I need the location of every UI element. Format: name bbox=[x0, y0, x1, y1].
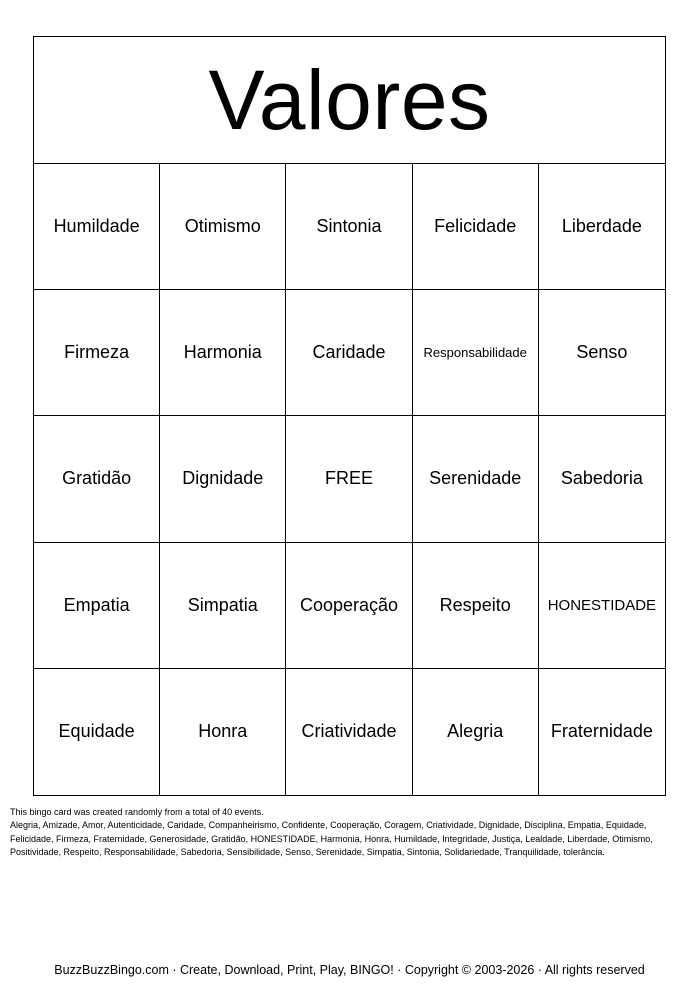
bingo-cell: Gratidão bbox=[34, 416, 160, 542]
bingo-cell: Equidade bbox=[34, 669, 160, 795]
bingo-cell: Firmeza bbox=[34, 290, 160, 416]
site-footer: BuzzBuzzBingo.com · Create, Download, Print, Play, BINGO! · Copyright © 2003-2026 · All rights reserved bbox=[54, 963, 645, 977]
bingo-cell: Respeito bbox=[413, 543, 539, 669]
bingo-cell: Fraternidade bbox=[550, 721, 653, 742]
card-title: Valores bbox=[208, 53, 491, 147]
bingo-grid bbox=[34, 164, 665, 795]
notes-event-list: Alegria, Amizade, Amor, Autenticidade, Caridade, Companheirismo, Confidente, Cooperação, Coragem, Criatividade, Dignidade, Disciplina, Empatia, Equidade, Felicidade, Firmeza, Fraternidade, Generosidade, Gratidão, HONESTIDADE, Harmonia, Honra, Humildade, Integridade, Justiça, Lealdade, Liberdade, Otimismo, Positividade, Respeito, Responsabilidade, Sabedoria, Sensibilidade, Senso, Serenidade, Simpatia, Sintonia, Solidariedade, Tranquilidade, tolerância. bbox=[10, 820, 653, 858]
bingo-cell: Caridade bbox=[286, 290, 412, 416]
bingo-cell: Serenidade bbox=[413, 416, 539, 542]
bingo-cell: Humildade bbox=[34, 164, 160, 290]
bingo-cell: Responsabilidade bbox=[413, 290, 539, 416]
bingo-cell: Alegria bbox=[413, 669, 539, 795]
bingo-cell: Harmonia bbox=[160, 290, 286, 416]
bingo-cell: Dignidade bbox=[160, 416, 286, 542]
bingo-cell: Senso bbox=[539, 290, 665, 416]
bingo-cell: Simpatia bbox=[160, 543, 286, 669]
bingo-cell: Sabedoria bbox=[539, 416, 665, 542]
notes-summary: This bingo card was created randomly from a total of 40 events. bbox=[10, 807, 264, 817]
bingo-cell: Felicidade bbox=[413, 164, 539, 290]
bingo-cell: Empatia bbox=[34, 543, 160, 669]
bingo-card bbox=[33, 36, 666, 796]
card-notes bbox=[10, 806, 692, 860]
bingo-cell: Liberdade bbox=[539, 164, 665, 290]
bingo-cell: Honra bbox=[160, 669, 286, 795]
bingo-cell: Sintonia bbox=[286, 164, 412, 290]
bingo-cell: Otimismo bbox=[160, 164, 286, 290]
bingo-cell: Criatividade bbox=[286, 669, 412, 795]
card-title-cell bbox=[34, 37, 665, 164]
free-space-cell: FREE bbox=[286, 416, 412, 542]
bingo-cell: Cooperação bbox=[286, 543, 412, 669]
bingo-cell: HONESTIDADE bbox=[539, 543, 665, 669]
